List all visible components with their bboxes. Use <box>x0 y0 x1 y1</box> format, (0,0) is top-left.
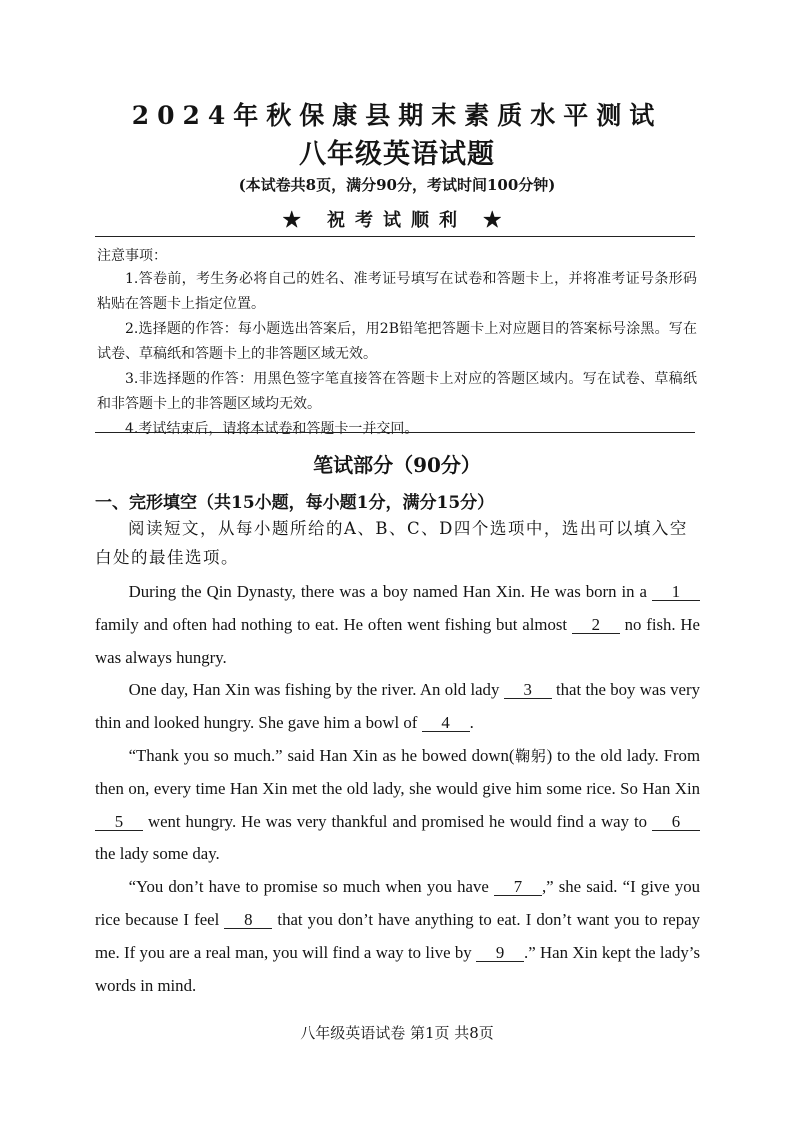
blank-6: 6 <box>652 813 700 831</box>
exam-title: 2024年秋保康县期末素质水平测试 <box>131 101 663 130</box>
exam-meta: (本试卷共8页，满分90分，考试时间100分钟) <box>238 176 556 194</box>
blank-9: 9 <box>476 944 524 962</box>
blank-4: 4 <box>422 714 470 732</box>
good-luck-banner: ★ 祝考试顺利 ★ <box>282 210 512 231</box>
blank-3: 3 <box>504 681 552 699</box>
passage-paragraph: “You don’t have to promise so much when you have 7 ,” she said. “I give you rice because I feel 8 that you don’t have anything to eat. I don’t want you to repay me. If you are a real man, you will find a way to live by 9 .” Han Xin kept the lady’s words in mind. <box>95 877 701 995</box>
notice-item: 2.选择题的作答：每小题选出答案后，用2B铅笔把答题卡上对应题目的答案标号涂黑。写在试卷、草稿纸和答题卡上的非答题区域无效。 <box>97 321 697 362</box>
cloze-passage <box>95 576 700 1002</box>
section-heading: 笔试部分（90分） <box>313 453 481 477</box>
passage-paragraph: One day, Han Xin was fishing by the river. An old lady 3 that the boy was very thin and looked hungry. She gave him a bowl of 4 . <box>95 680 700 733</box>
notice-item: 4.考试结束后，请将本试卷和答题卡一并交回。 <box>125 421 419 437</box>
blank-8: 8 <box>224 911 272 929</box>
blank-7: 7 <box>494 878 542 896</box>
part-heading: 一、完形填空（共15小题，每小题1分，满分15分） <box>95 493 495 513</box>
passage-paragraph: “Thank you so much.” said Han Xin as he bowed down(鞠躬) to the old lady. From then on, every time Han Xin met the old lady, she would give him some rice. So Han Xin 5 went hungry. He was very thankful and promised he would find a way to 6 the lady some day. <box>95 745 700 864</box>
notice-item: 3.非选择题的作答：用黑色签字笔直接答在答题卡上对应的答题区域内。写在试卷、草稿纸和非答题卡上的非答题区域均无效。 <box>97 371 697 412</box>
passage-paragraph: During the Qin Dynasty, there was a boy named Han Xin. He was born in a 1 family and often had nothing to eat. He often went fishing but almost 2 no fish. He was always hungry. <box>95 582 700 667</box>
blank-2: 2 <box>572 616 620 634</box>
notice-list <box>97 267 697 442</box>
blank-5: 5 <box>95 813 143 831</box>
page-footer: 八年级英语试卷 第1页 共8页 <box>300 1024 494 1042</box>
notice-item: 1.答卷前，考生务必将自己的姓名、准考证号填写在试卷和答题卡上，并将准考证号条形码粘贴在答题卡上指定位置。 <box>97 271 697 312</box>
top-divider <box>95 236 695 237</box>
notice-heading: 注意事项： <box>97 248 167 264</box>
gloss: 鞠躬 <box>514 746 547 765</box>
bottom-divider <box>95 432 695 433</box>
blank-1: 1 <box>652 583 700 601</box>
part-instruction: 阅读短文，从每小题所给的A、B、C、D四个选项中，选出可以填入空白处的最佳选项。 <box>95 519 688 567</box>
exam-subtitle: 八年级英语试题 <box>299 139 495 170</box>
